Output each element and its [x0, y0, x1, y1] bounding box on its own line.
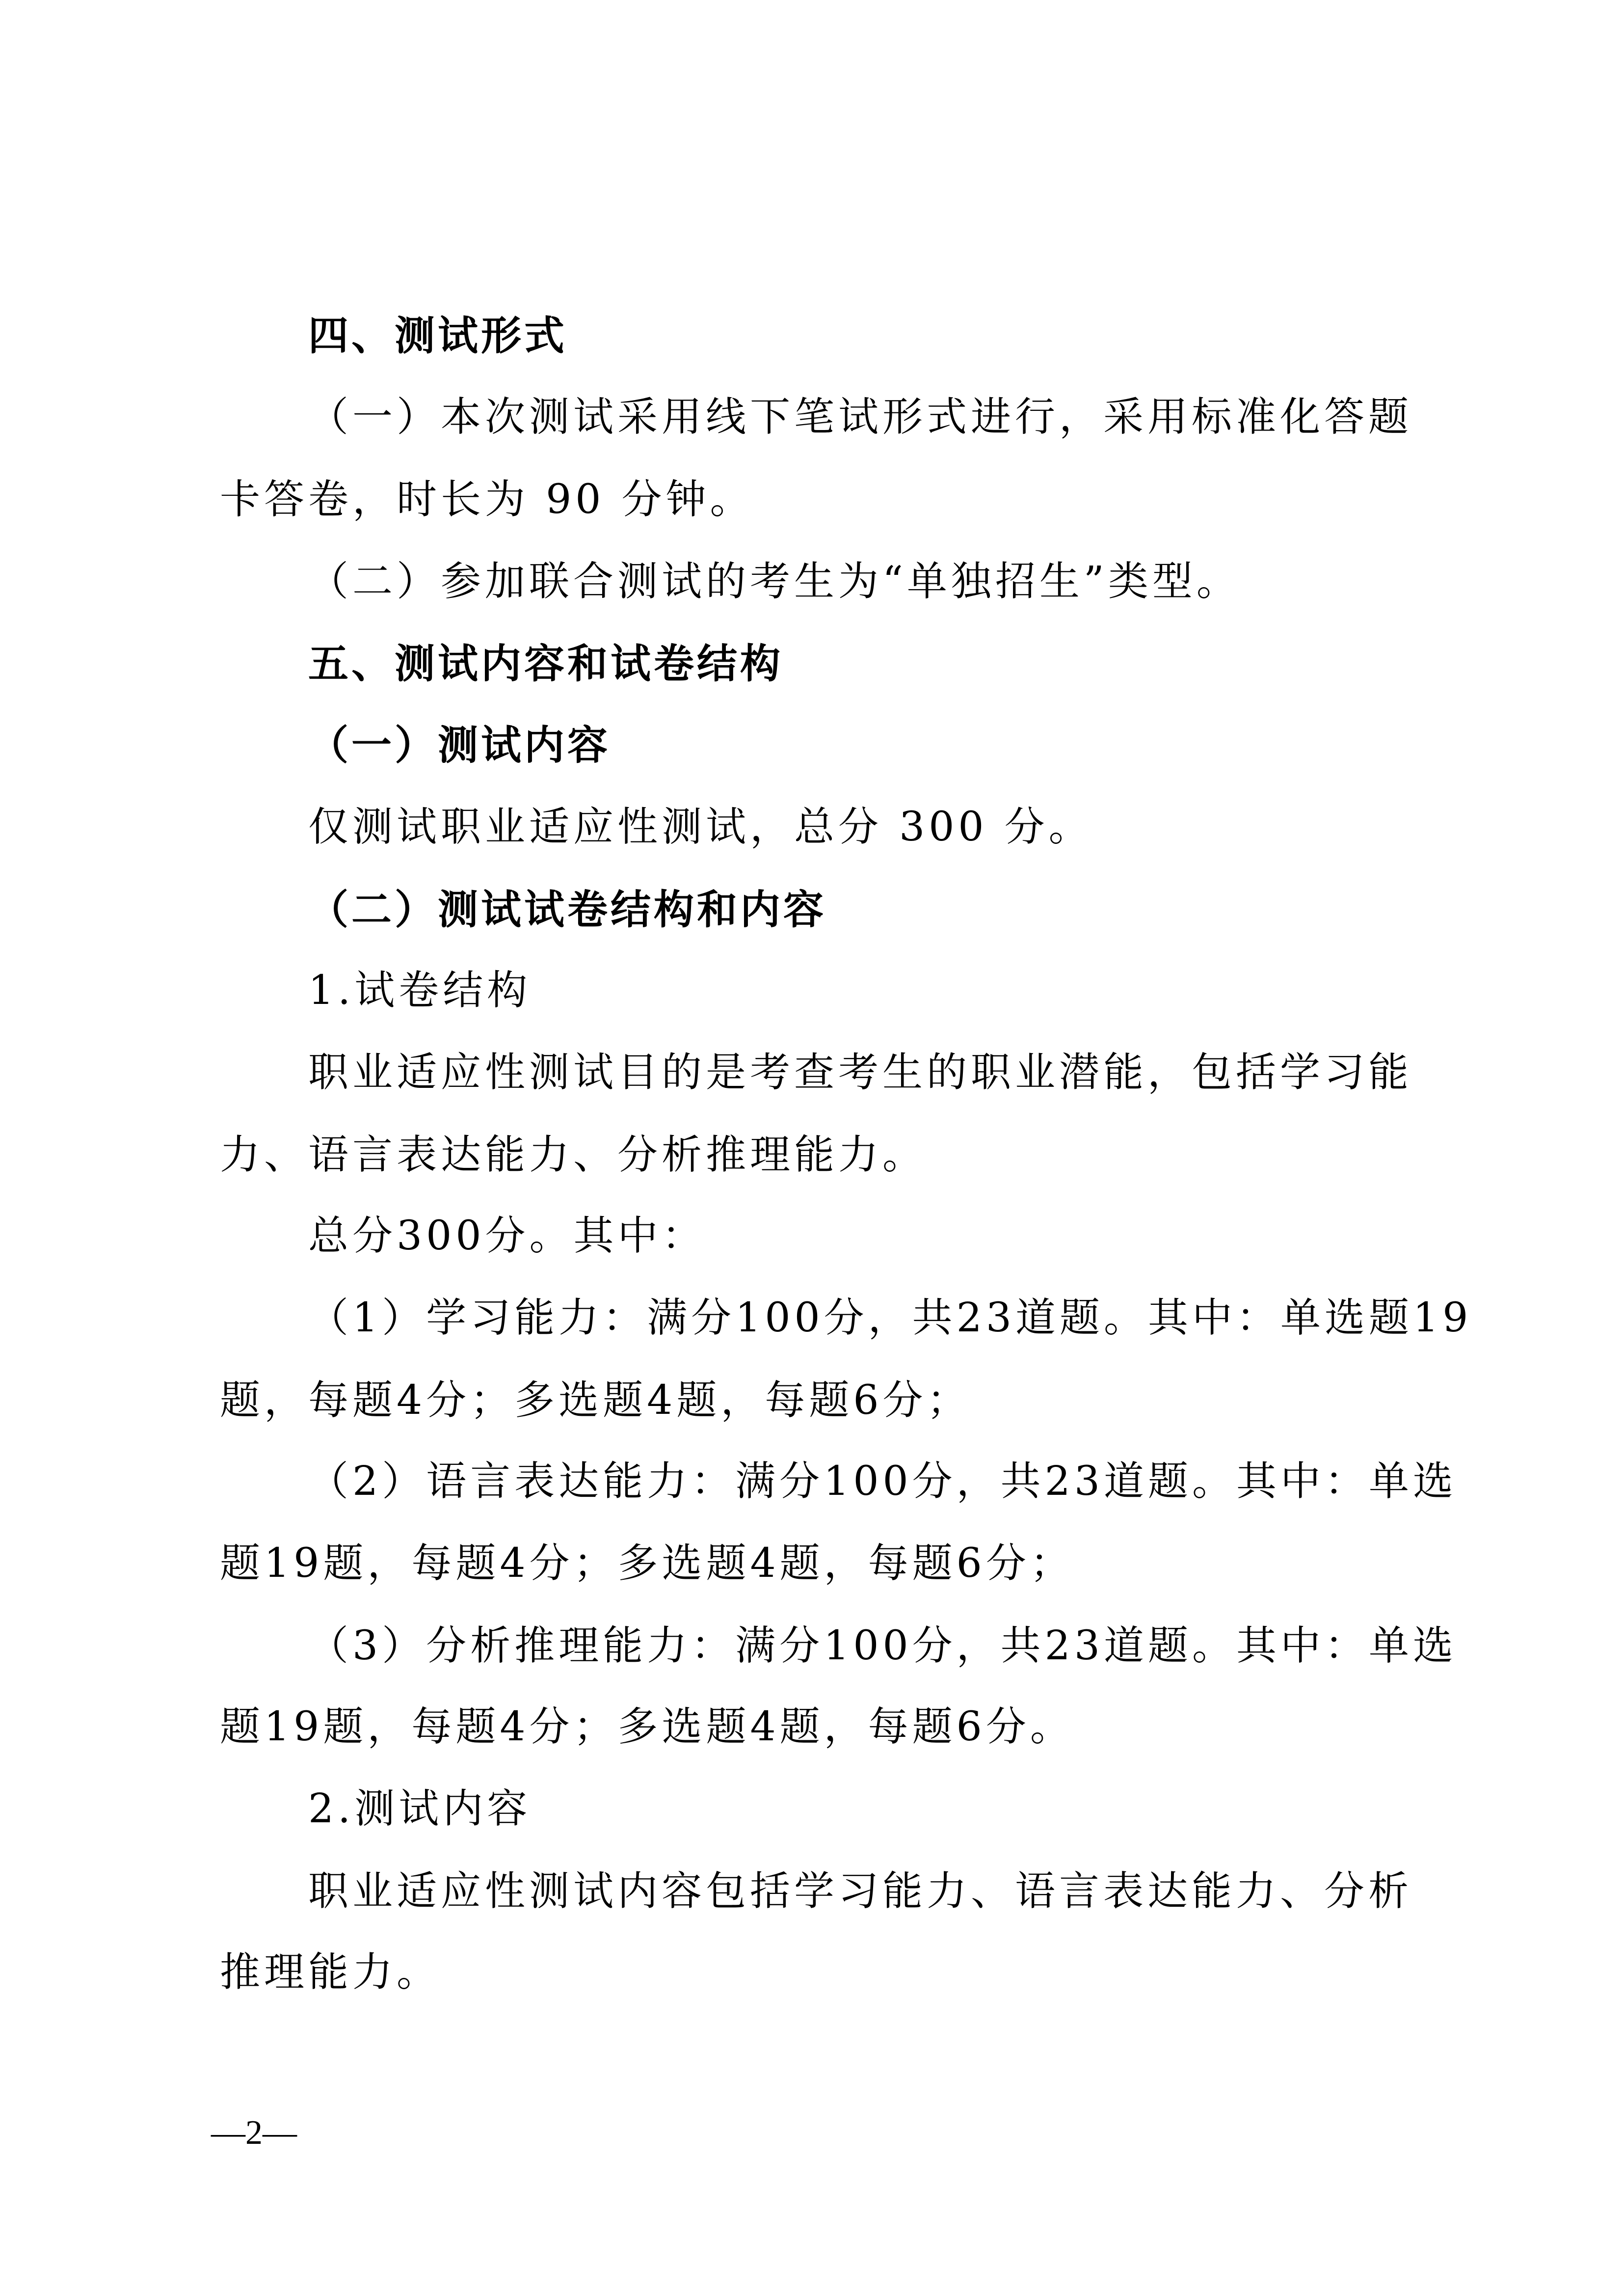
paragraph-line: （二）参加联合测试的考生为“单独招生”类型。 — [308, 558, 1241, 605]
item-title: 2.测试内容 — [308, 1785, 532, 1832]
item-title: 1.试卷结构 — [308, 967, 532, 1014]
paragraph-line: 职业适应性测试内容包括学习能力、语言表达能力、分析 — [308, 1868, 1413, 1915]
paragraph-line: （2）语言表达能力：满分100分，共23道题。其中：单选 — [308, 1458, 1458, 1505]
paragraph-line: 总分300分。其中： — [308, 1213, 706, 1259]
section-heading-test-content: 五、测试内容和试卷结构 — [308, 641, 784, 687]
page-number: —2— — [211, 2114, 297, 2152]
paragraph-line: 力、语言表达能力、分析推理能力。 — [220, 1132, 927, 1178]
subheading-paper-structure: （二）测试试卷结构和内容 — [308, 886, 827, 933]
section-heading-test-format: 四、测试形式 — [308, 313, 568, 359]
paragraph-line: 推理能力。 — [220, 1949, 441, 1996]
paragraph-line: 卡答卷，时长为 90 分钟。 — [220, 476, 754, 523]
paragraph-line: （一）本次测试采用线下笔试形式进行，采用标准化答题 — [308, 394, 1413, 440]
paragraph-line: （3）分析推理能力：满分100分，共23道题。其中：单选 — [308, 1622, 1458, 1669]
paragraph-line: 题，每题4分；多选题4题，每题6分； — [220, 1377, 971, 1424]
paragraph-line: 仅测试职业适应性测试，总分 300 分。 — [308, 804, 1093, 850]
paragraph-line: （1）学习能力：满分100分，共23道题。其中：单选题19 — [308, 1295, 1472, 1341]
paragraph-line: 题19题，每题4分；多选题4题，每题6分。 — [220, 1703, 1074, 1750]
paragraph-line: 题19题，每题4分；多选题4题，每题6分； — [220, 1540, 1074, 1587]
subheading-test-content: （一）测试内容 — [308, 722, 611, 769]
paragraph-line: 职业适应性测试目的是考查考生的职业潜能，包括学习能 — [308, 1049, 1413, 1096]
